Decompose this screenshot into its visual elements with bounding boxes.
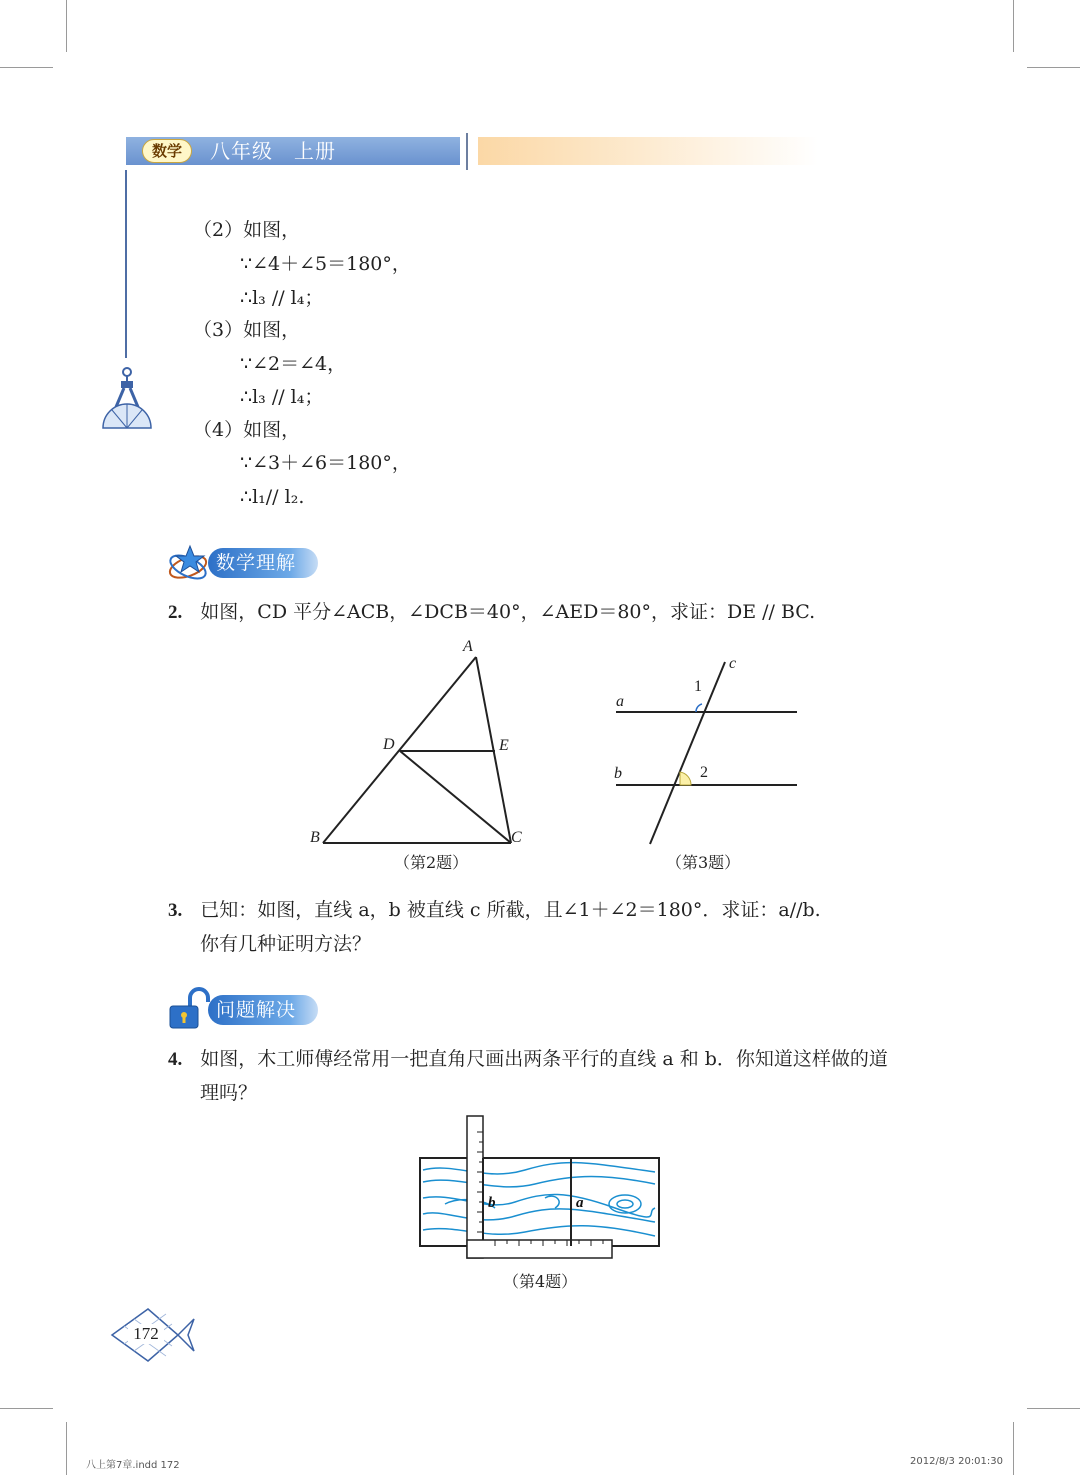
footer-filename: 八上第7章.indd 172 bbox=[86, 1460, 180, 1471]
label-e: E bbox=[499, 737, 509, 754]
angle-1-arc bbox=[696, 704, 702, 712]
solution-line: ∵∠2＝∠4， bbox=[240, 353, 347, 375]
solution-line: ∵∠3＋∠6＝180°， bbox=[240, 452, 411, 474]
solution-line: （4）如图， bbox=[193, 419, 301, 441]
ruler-horizontal bbox=[467, 1240, 612, 1258]
label-a: A bbox=[463, 638, 473, 655]
wood-board bbox=[420, 1158, 659, 1246]
question-number: 3. bbox=[168, 900, 183, 921]
margin-rule bbox=[125, 170, 127, 358]
label-b: b bbox=[488, 1195, 496, 1211]
label-d: D bbox=[383, 736, 395, 753]
line-c bbox=[650, 662, 725, 844]
label-line-b: b bbox=[614, 765, 622, 782]
caption-q2: （第2题） bbox=[394, 853, 469, 872]
label-line-a: a bbox=[616, 693, 624, 710]
figure-q3-transversal bbox=[605, 652, 805, 852]
crop-mark bbox=[66, 0, 67, 52]
question-4-continued: 理吗？ bbox=[200, 1082, 258, 1104]
solution-line: ∴l₃ // l₄； bbox=[240, 287, 324, 309]
solution-line: ∴l₁// l₂. bbox=[240, 486, 305, 508]
star-atom-icon bbox=[166, 543, 212, 583]
question-3 bbox=[168, 898, 821, 923]
crop-mark bbox=[0, 1408, 53, 1409]
label-c: C bbox=[511, 829, 522, 846]
crop-mark bbox=[1013, 0, 1014, 52]
label-line-c: c bbox=[729, 655, 737, 672]
question-4 bbox=[168, 1047, 888, 1072]
section-badge-understanding: 数学理解 bbox=[208, 548, 318, 578]
question-2 bbox=[168, 600, 815, 625]
label-b: B bbox=[310, 829, 320, 846]
header-divider bbox=[466, 133, 468, 170]
question-text: 如图，CD 平分∠ACB，∠DCB＝40°，∠AED＝80°，求证：DE // BC. bbox=[200, 601, 816, 623]
label-a: a bbox=[576, 1195, 584, 1211]
page-number: 172 bbox=[128, 1324, 164, 1344]
ruler-vertical bbox=[467, 1116, 483, 1258]
subject-badge: 数学 bbox=[142, 139, 192, 163]
angle-2-mark bbox=[680, 772, 691, 785]
crop-mark bbox=[66, 1422, 67, 1475]
caption-q3: （第3题） bbox=[666, 853, 741, 872]
header-decoration bbox=[478, 137, 818, 165]
label-angle-1: 1 bbox=[694, 678, 702, 695]
section-badge-problem-solving: 问题解决 bbox=[208, 995, 318, 1025]
question-text: 如图，木工师傅经常用一把直角尺画出两条平行的直线 a 和 b．你知道这样做的道 bbox=[200, 1048, 888, 1070]
solution-line: （3）如图， bbox=[193, 319, 301, 341]
question-3-continued: 你有几种证明方法？ bbox=[200, 933, 372, 955]
solution-line: ∵∠4＋∠5＝180°， bbox=[240, 253, 411, 275]
crop-mark bbox=[1013, 1422, 1014, 1475]
solution-line: （2）如图， bbox=[193, 219, 301, 241]
crop-mark bbox=[1027, 67, 1080, 68]
footer-timestamp: 2012/8/3 20:01:30 bbox=[910, 1456, 1004, 1467]
figure-q4-board bbox=[415, 1112, 665, 1270]
caption-q4: （第4题） bbox=[503, 1272, 578, 1291]
question-number: 4. bbox=[168, 1049, 183, 1070]
solution-line: ∴l₃ // l₄； bbox=[240, 386, 324, 408]
segment-cd bbox=[400, 751, 511, 843]
unlocked-padlock-icon bbox=[166, 986, 210, 1030]
figure-q2-triangle bbox=[300, 632, 540, 847]
compass-icon bbox=[100, 366, 154, 432]
label-angle-2: 2 bbox=[700, 764, 708, 781]
question-text: 已知：如图，直线 a，b 被直线 c 所截，且∠1＋∠2＝180°．求证：a//b. bbox=[200, 899, 821, 921]
book-title: 八年级 上册 bbox=[210, 139, 336, 163]
question-number: 2. bbox=[168, 602, 183, 623]
crop-mark bbox=[1027, 1408, 1080, 1409]
crop-mark bbox=[0, 67, 53, 68]
